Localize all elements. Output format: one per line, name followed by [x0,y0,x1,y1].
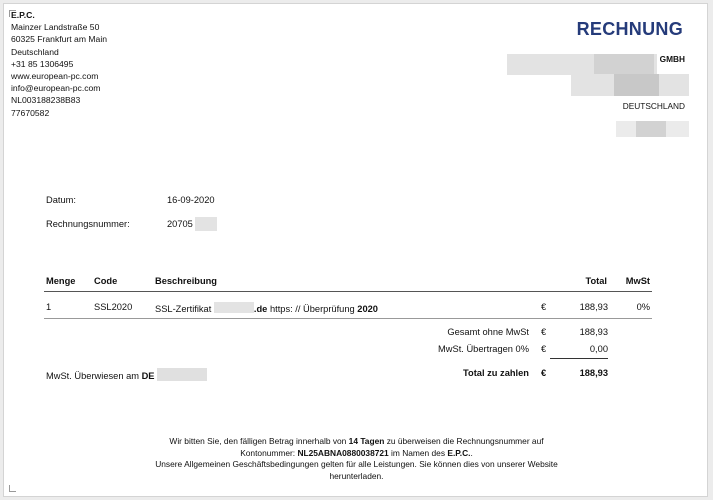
footer-text: im Namen des [391,447,446,458]
invoice-page [3,3,708,497]
column-header-description: Beschreibung [155,276,217,286]
sender-line: +31 85 1306495 [11,58,74,69]
vat-total-label: MwSt. Übertragen 0% [438,344,529,354]
sender-line: www.european-pc.com [11,71,99,82]
recipient-country: DEUTSCHLAND [622,101,685,111]
terms-text: Unsere Allgemeinen Geschäftsbedingungen gelten für alle Leistungen. Sie können dies von unserer Website [155,459,558,470]
table-row-divider [44,318,652,319]
sender-name: E.P.C. [11,10,35,20]
footer-text: . [470,447,473,458]
vat-transfer-country: DE [141,371,155,381]
row-currency: € [541,302,547,312]
vat-total-currency: € [541,344,547,354]
company-name: E.P.C. [447,447,471,458]
row-description-prefix: SSL-Zertifikat [155,304,212,314]
amount-due-label: Total zu zahlen [463,368,529,378]
row-vat: 0% [636,302,650,312]
subtotal-divider [550,358,608,359]
invoice-number-label: Rechnungsnummer: [46,219,130,229]
sender-line: Deutschland [11,46,59,57]
row-description-domain: .de [253,304,268,314]
document-title: RECHNUNG [576,19,683,39]
redacted-recipient-street [614,74,659,96]
column-header-code: Code [94,276,118,286]
payment-instructions [84,436,629,482]
redacted-invoice-digits [195,217,217,231]
amount-due-value: 188,93 [579,368,608,378]
net-total-currency: € [541,327,547,337]
footer-text: Kontonummer: [240,447,296,458]
amount-due-currency: € [541,368,547,378]
footer-text: zu überweisen die Rechnungsnummer auf [386,436,544,446]
vat-transfer-label: MwSt. Überwiesen am [46,371,139,381]
row-description-year: 2020 [357,304,378,314]
row-description [155,302,378,314]
column-header-qty: Menge [46,276,76,286]
column-header-vat: MwSt [625,276,650,286]
sender-line: info@european-pc.com [11,83,101,94]
table-header-divider [44,291,652,292]
redacted-domain [214,302,254,313]
vat-total-value: 0,00 [589,344,608,354]
redacted-recipient-name [594,54,654,75]
date-label: Datum: [46,195,76,205]
redacted-recipient-id [636,121,666,137]
sender-line: 77670582 [11,107,50,118]
sender-line: NL003188238B83 [11,95,81,106]
sender-line: 60325 Frankfurt am Main [11,34,108,45]
net-total-label: Gesamt ohne MwSt [447,327,529,337]
row-total: 188,93 [579,302,608,312]
date-value: 16-09-2020 [167,195,215,205]
redacted-vat-number [157,368,207,381]
invoice-number-value: 20705 [167,219,193,229]
sender-block [11,9,107,119]
terms-text: herunterladen. [329,470,384,481]
row-code: SSL2020 [94,302,133,312]
net-total-value: 188,93 [579,327,608,337]
row-description-mid: https: // Überprüfung [269,304,355,314]
row-qty: 1 [46,302,52,312]
payment-term: 14 Tagen [348,436,385,446]
footer-text: Wir bitten Sie, den fälligen Betrag innerhalb von [169,436,347,446]
recipient-company-suffix: GMBH [659,54,685,64]
crop-mark [9,485,16,492]
sender-line: Mainzer Landstraße 50 [11,22,100,33]
column-header-total: Total [585,276,607,286]
vat-transfer-note [46,368,207,381]
account-number: NL25ABNA0880038721 [297,447,389,458]
